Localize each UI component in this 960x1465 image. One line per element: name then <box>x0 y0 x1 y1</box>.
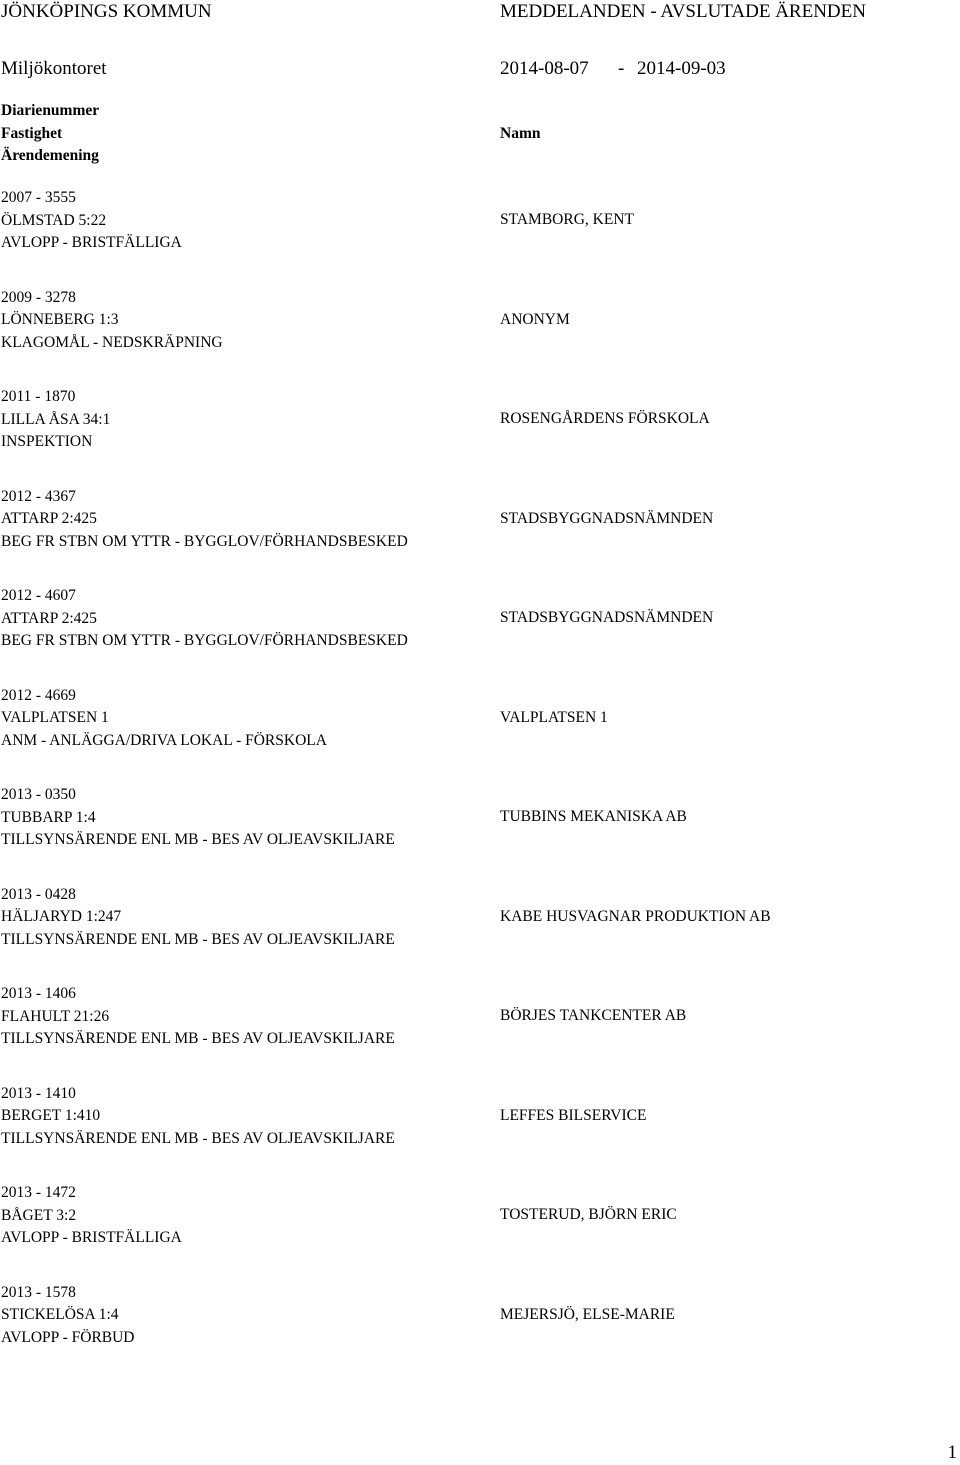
record-entry <box>0 884 960 954</box>
record-arendemening: BEG FR STBN OM YTTR - BYGGLOV/FÖRHANDSBESKED <box>1 532 408 550</box>
record-entry <box>0 486 960 556</box>
record-namn: STADSBYGGNADSNÄMNDEN <box>500 609 714 626</box>
record-namn: ROSENGÅRDENS FÖRSKOLA <box>500 410 710 427</box>
record-fastighet: HÄLJARYD 1:247 <box>1 908 122 925</box>
report-title: MEDDELANDEN - AVSLUTADE ÄRENDEN <box>500 1 866 22</box>
record-left-block <box>1 983 395 1051</box>
record-diarienummer: 2013 - 0428 <box>1 885 76 903</box>
record-entry <box>0 287 960 357</box>
record-left-block <box>1 884 395 952</box>
record-diarienummer: 2013 - 1578 <box>1 1283 76 1301</box>
record-fastighet: ATTARP 2:425 <box>1 609 97 627</box>
record-left-block <box>1 287 223 355</box>
page-number: 1 <box>947 1442 957 1463</box>
column-label-arendemening: Ärendemening <box>1 147 99 164</box>
record-entry <box>0 983 960 1053</box>
record-namn: VALPLATSEN 1 <box>500 708 608 726</box>
record-fastighet: BERGET 1:410 <box>1 1107 101 1124</box>
record-diarienummer: 2013 - 1472 <box>1 1184 76 1201</box>
record-arendemening: TILLSYNSÄRENDE ENL MB - BES AV OLJEAVSKILJARE <box>1 1129 395 1147</box>
record-entry <box>0 585 960 655</box>
record-arendemening: BEG FR STBN OM YTTR - BYGGLOV/FÖRHANDSBESKED <box>1 632 408 649</box>
record-fastighet: ATTARP 2:425 <box>1 510 97 527</box>
record-arendemening: AVLOPP - BRISTFÄLLIGA <box>1 1229 182 1246</box>
record-entry <box>0 1282 960 1352</box>
date-separator: - <box>618 58 625 79</box>
record-diarienummer: 2013 - 0350 <box>1 786 76 803</box>
record-left-block <box>1 1282 135 1350</box>
record-namn: MEJERSJÖ, ELSE-MARIE <box>500 1305 675 1323</box>
record-fastighet: STICKELÖSA 1:4 <box>1 1306 119 1323</box>
record-left-block <box>1 585 408 653</box>
record-entry <box>0 1083 960 1153</box>
record-arendemening: INSPEKTION <box>1 433 93 450</box>
date-to: 2014-09-03 <box>637 58 726 79</box>
record-arendemening: AVLOPP - BRISTFÄLLIGA <box>1 234 182 251</box>
record-diarienummer: 2009 - 3278 <box>1 288 76 306</box>
record-left-block <box>1 784 395 852</box>
record-diarienummer: 2011 - 1870 <box>1 388 76 405</box>
record-fastighet: BÅGET 3:2 <box>1 1206 77 1224</box>
record-fastighet: LÖNNEBERG 1:3 <box>1 311 119 328</box>
record-diarienummer: 2012 - 4669 <box>1 686 76 704</box>
record-left-block <box>1 1083 395 1151</box>
record-diarienummer: 2007 - 3555 <box>1 189 76 206</box>
record-namn: TOSTERUD, BJÖRN ERIC <box>500 1206 677 1223</box>
column-label-diarienummer: Diarienummer <box>1 102 100 119</box>
record-arendemening: TILLSYNSÄRENDE ENL MB - BES AV OLJEAVSKILJARE <box>1 831 395 848</box>
record-entry <box>0 685 960 755</box>
record-namn: KABE HUSVAGNAR PRODUKTION AB <box>500 907 771 925</box>
record-namn: STADSBYGGNADSNÄMNDEN <box>500 509 714 527</box>
org-name: JÖNKÖPINGS KOMMUN <box>1 1 212 22</box>
column-label-namn: Namn <box>500 124 541 142</box>
record-left-block <box>1 386 110 454</box>
record-entry <box>0 1182 960 1252</box>
record-arendemening: ANM - ANLÄGGA/DRIVA LOKAL - FÖRSKOLA <box>1 731 327 749</box>
record-namn: ANONYM <box>500 310 570 328</box>
record-fastighet: VALPLATSEN 1 <box>1 709 109 726</box>
record-left-block <box>1 187 182 255</box>
record-diarienummer: 2012 - 4367 <box>1 487 76 505</box>
record-arendemening: TILLSYNSÄRENDE ENL MB - BES AV OLJEAVSKILJARE <box>1 930 395 948</box>
record-left-block <box>1 685 327 753</box>
record-fastighet: FLAHULT 21:26 <box>1 1007 110 1025</box>
record-left-block <box>1 486 408 554</box>
record-diarienummer: 2013 - 1410 <box>1 1084 76 1102</box>
record-diarienummer: 2013 - 1406 <box>1 985 76 1002</box>
record-fastighet: TUBBARP 1:4 <box>1 808 96 826</box>
record-arendemening: KLAGOMÅL - NEDSKRÄPNING <box>1 333 223 351</box>
office-name: Miljökontoret <box>1 58 107 79</box>
record-fastighet: LILLA ÅSA 34:1 <box>1 410 111 428</box>
record-arendemening: AVLOPP - FÖRBUD <box>1 1328 135 1346</box>
record-left-block <box>1 1182 182 1250</box>
record-arendemening: TILLSYNSÄRENDE ENL MB - BES AV OLJEAVSKILJARE <box>1 1030 395 1047</box>
date-from: 2014-08-07 <box>500 58 589 79</box>
record-namn: TUBBINS MEKANISKA AB <box>500 808 687 825</box>
record-diarienummer: 2012 - 4607 <box>1 587 76 604</box>
record-fastighet: ÖLMSTAD 5:22 <box>1 211 107 229</box>
record-entry <box>0 784 960 854</box>
record-entry <box>0 386 960 456</box>
record-namn: LEFFES BILSERVICE <box>500 1106 647 1124</box>
record-namn: BÖRJES TANKCENTER AB <box>500 1007 687 1024</box>
record-entry <box>0 187 960 257</box>
record-namn: STAMBORG, KENT <box>500 211 634 228</box>
column-label-fastighet: Fastighet <box>1 124 63 142</box>
